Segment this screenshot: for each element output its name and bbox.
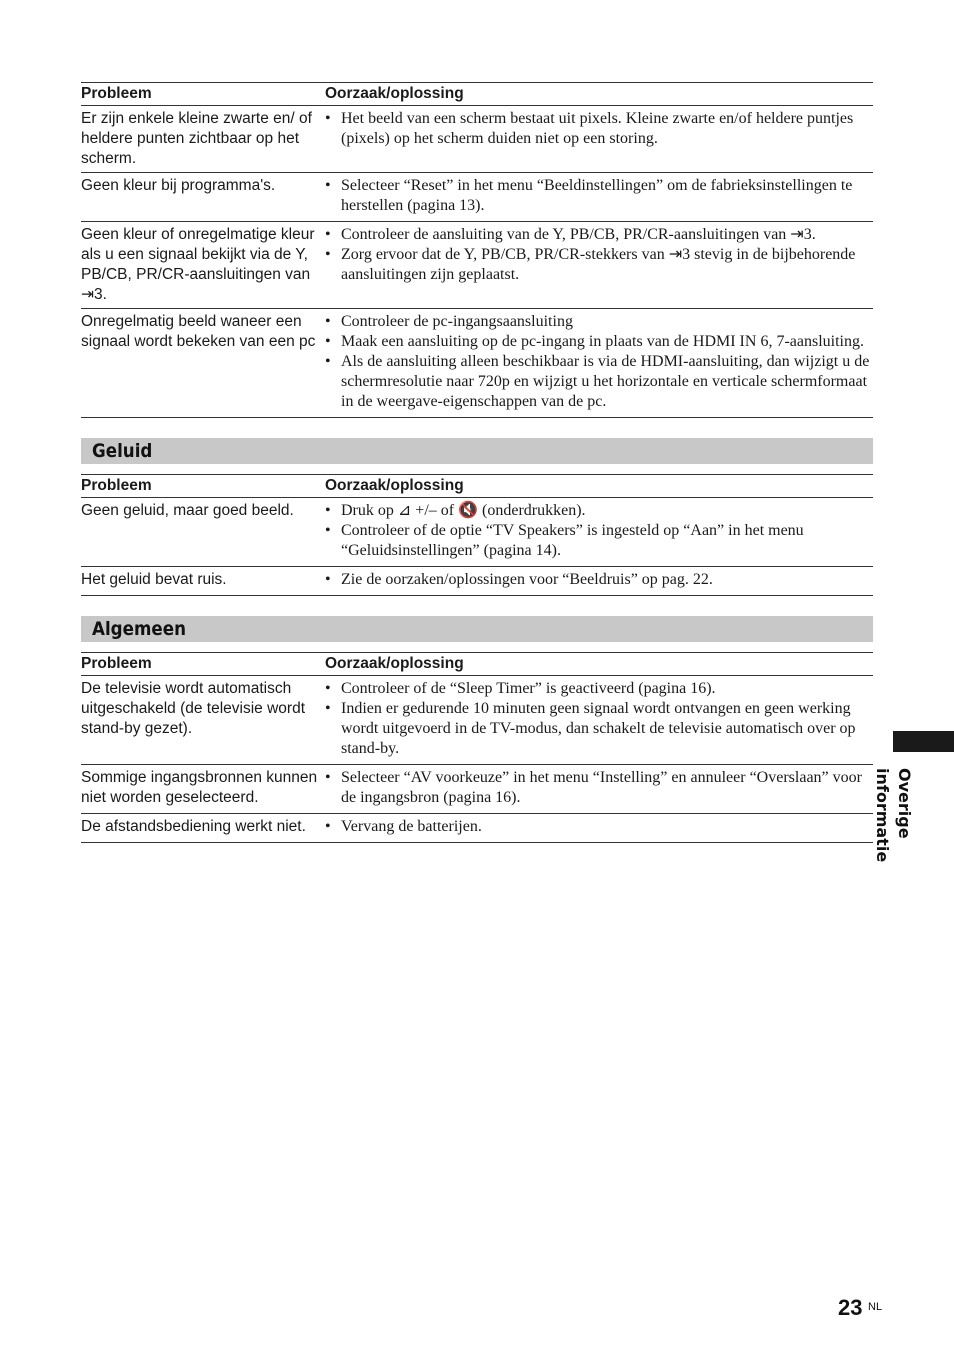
solution-cell xyxy=(325,222,873,309)
problem-cell: Geen geluid, maar goed beeld. xyxy=(81,502,294,519)
solution-list xyxy=(325,501,873,561)
problem-cell: Geen kleur of onregelmatige kleur als u een signaal bekijkt via de Y, PB/CB, PR/CR-aansluitingen van ⇥3. xyxy=(81,226,315,303)
problem-cell: De afstandsbediening werkt niet. xyxy=(81,818,306,835)
header-solution: Oorzaak/oplossing xyxy=(325,653,873,676)
table-row xyxy=(81,814,873,843)
table-row xyxy=(81,173,873,222)
solution-cell xyxy=(325,173,873,222)
solution-item: • Druk op ⊿ +/– of 🔇 (onderdrukken). xyxy=(325,501,873,521)
chapter-label: Overige informatie xyxy=(873,768,914,863)
section-heading xyxy=(81,616,873,642)
solution-item: • Als de aansluiting alleen beschikbaar is via de HDMI-aansluiting, dan wijzigt u de schermresolutie naar 720p en wijzigt u het horizontale en verticale schermformaat in de weergave-eigenschappen van de pc. xyxy=(325,352,873,412)
solution-cell xyxy=(325,106,873,173)
solution-item: • Controleer de aansluiting van de Y, PB/CB, PR/CR-aansluitingen van ⇥3. xyxy=(325,225,873,245)
solution-item: • Zorg ervoor dat de Y, PB/CB, PR/CR-stekkers van ⇥3 stevig in de bijbehorende aansluitingen zijn geplaatst. xyxy=(325,245,873,285)
problem-cell: Er zijn enkele kleine zwarte en/ of heldere punten zichtbaar op het scherm. xyxy=(81,110,312,167)
page-language: NL xyxy=(868,1301,883,1313)
table-row xyxy=(81,222,873,309)
table-row xyxy=(81,498,873,567)
solution-list xyxy=(325,312,873,412)
section-heading-text: Geluid xyxy=(92,440,153,462)
solution-list xyxy=(325,768,873,808)
solution-list xyxy=(325,109,873,149)
table-row xyxy=(81,567,873,596)
page-number: 23 xyxy=(838,1295,863,1320)
section-heading-text: Algemeen xyxy=(92,618,186,640)
header-problem: Probleem xyxy=(81,475,325,498)
solution-item: • Selecteer “Reset” in het menu “Beeldinstellingen” om de fabrieksinstellingen te herstellen (pagina 13). xyxy=(325,176,873,216)
solution-cell xyxy=(325,498,873,567)
solution-item: • Maak een aansluiting op de pc-ingang in plaats van de HDMI IN 6, 7-aansluiting. xyxy=(325,332,873,352)
header-solution: Oorzaak/oplossing xyxy=(325,83,873,106)
table-row xyxy=(81,676,873,765)
troubleshooting-table xyxy=(81,652,873,843)
solution-list xyxy=(325,817,873,837)
table-row xyxy=(81,765,873,814)
table-header-row xyxy=(81,83,873,106)
problem-cell: De televisie wordt automatisch uitgeschakeld (de televisie wordt stand-by gezet). xyxy=(81,680,306,737)
problem-cell: Sommige ingangsbronnen kunnen niet worden geselecteerd. xyxy=(81,769,318,806)
solution-cell xyxy=(325,765,873,814)
chapter-tab-marker xyxy=(893,731,954,752)
table-row xyxy=(81,106,873,173)
table-header-row xyxy=(81,653,873,676)
problem-cell: Het geluid bevat ruis. xyxy=(81,571,227,588)
solution-list xyxy=(325,225,873,285)
solution-list xyxy=(325,679,873,759)
problem-cell: Geen kleur bij programma's. xyxy=(81,177,276,194)
header-problem: Probleem xyxy=(81,83,325,106)
solution-cell xyxy=(325,814,873,843)
header-problem: Probleem xyxy=(81,653,325,676)
section-heading xyxy=(81,438,873,464)
solution-item: • Controleer de pc-ingangsaansluiting xyxy=(325,312,873,332)
solution-item: • Het beeld van een scherm bestaat uit pixels. Kleine zwarte en/of heldere puntjes (pixels) op het scherm duiden niet op een storing. xyxy=(325,109,873,149)
solution-item: • Zie de oorzaken/oplossingen voor “Beeldruis” op pag. 22. xyxy=(325,570,873,590)
header-solution: Oorzaak/oplossing xyxy=(325,475,873,498)
solution-item: • Controleer of de optie “TV Speakers” is ingesteld op “Aan” in het menu “Geluidsinstellingen” (pagina 14). xyxy=(325,521,873,561)
solution-cell xyxy=(325,567,873,596)
solution-cell xyxy=(325,676,873,765)
solution-cell xyxy=(325,309,873,418)
table-row xyxy=(81,309,873,418)
problem-cell: Onregelmatig beeld waneer een signaal wordt bekeken van een pc xyxy=(81,313,316,350)
solution-item: • Controleer of de “Sleep Timer” is geactiveerd (pagina 16). xyxy=(325,679,873,699)
troubleshooting-table xyxy=(81,474,873,596)
solution-item: • Indien er gedurende 10 minuten geen signaal wordt ontvangen en geen werking wordt uitgevoerd in de TV-modus, dan schakelt de televisie automatisch over op stand-by. xyxy=(325,699,873,759)
table-header-row xyxy=(81,475,873,498)
solution-list xyxy=(325,570,873,590)
solution-item: • Vervang de batterijen. xyxy=(325,817,873,837)
page-content xyxy=(81,82,873,843)
solution-item: • Selecteer “AV voorkeuze” in het menu “Instelling” en annuleer “Overslaan” voor de ingangsbron (pagina 16). xyxy=(325,768,873,808)
solution-list xyxy=(325,176,873,216)
troubleshooting-table xyxy=(81,82,873,418)
